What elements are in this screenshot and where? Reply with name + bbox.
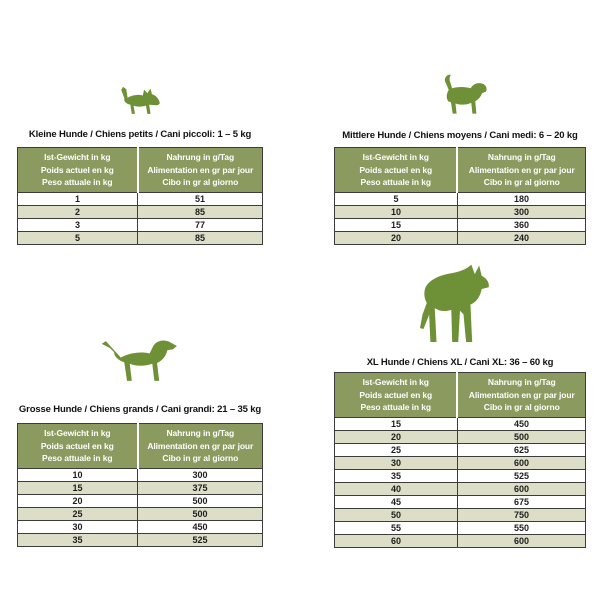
- table-title-xl-dogs: XL Hunde / Chiens XL / Cani XL: 36 – 60 kg: [366, 357, 554, 368]
- food-amount-cell: 180: [457, 192, 585, 205]
- header-line-it: Cibo in gr al giorno: [483, 402, 560, 412]
- weight-cell: 25: [335, 443, 458, 456]
- medium-dog-icon: [334, 73, 586, 117]
- weight-cell: 1: [18, 192, 138, 205]
- header-line-fr: Poids actuel en kg: [359, 164, 433, 175]
- header-row: [18, 148, 263, 193]
- food-column-header: [138, 148, 263, 193]
- food-amount-cell: 600: [457, 456, 585, 469]
- weight-column-header: [18, 424, 138, 469]
- feeding-table-medium-dogs: [334, 147, 586, 245]
- table-row: [335, 456, 586, 469]
- table-row: [335, 205, 586, 218]
- weight-cell: 35: [18, 533, 138, 546]
- food-column-header: [138, 424, 263, 469]
- table-row: [335, 521, 586, 534]
- header-line-it: Peso attuale in kg: [360, 177, 431, 187]
- food-column-header: [457, 373, 585, 418]
- food-amount-cell: 375: [138, 481, 263, 494]
- table-row: [335, 469, 586, 482]
- table-row: [18, 533, 263, 546]
- header-line-de: Ist-Gewicht in kg: [362, 152, 429, 162]
- table-row: [18, 218, 263, 231]
- weight-cell: 15: [335, 218, 458, 231]
- large-dog-icon: [17, 331, 263, 388]
- table-row: [18, 494, 263, 507]
- header-row: [335, 148, 586, 193]
- feeding-table-large-dogs: [17, 423, 263, 547]
- weight-cell: 3: [18, 218, 138, 231]
- weight-cell: 55: [335, 521, 458, 534]
- weight-cell: 30: [18, 520, 138, 533]
- weight-cell: 60: [335, 534, 458, 547]
- food-amount-cell: 450: [138, 520, 263, 533]
- header-line-fr: Alimentation en gr par jour: [468, 164, 575, 175]
- header-line-fr: Poids actuel en kg: [40, 440, 114, 451]
- medium-dog-icon: [430, 73, 490, 117]
- xl-dog-icon: [416, 262, 504, 349]
- weight-cell: 50: [335, 508, 458, 521]
- weight-cell: 15: [335, 417, 458, 430]
- header-line-it: Peso attuale in kg: [42, 177, 113, 187]
- table-row: [335, 495, 586, 508]
- header-line-de: Nahrung in g/Tag: [487, 152, 556, 162]
- section-large-dogs: [17, 331, 263, 547]
- table-row: [335, 417, 586, 430]
- food-amount-cell: 550: [457, 521, 585, 534]
- feeding-table-xl-dogs: [334, 372, 586, 548]
- table-row: [335, 218, 586, 231]
- table-row: [18, 507, 263, 520]
- header-line-fr: Alimentation en gr par jour: [147, 164, 254, 175]
- weight-cell: 10: [335, 205, 458, 218]
- xl-dog-icon: [334, 262, 586, 349]
- header-line-it: Peso attuale in kg: [360, 402, 431, 412]
- weight-cell: 25: [18, 507, 138, 520]
- food-amount-cell: 51: [138, 192, 263, 205]
- food-amount-cell: 675: [457, 495, 585, 508]
- header-line-de: Ist-Gewicht in kg: [44, 152, 111, 162]
- weight-cell: 15: [18, 481, 138, 494]
- header-line-de: Ist-Gewicht in kg: [362, 377, 429, 387]
- header-row: [18, 424, 263, 469]
- food-amount-cell: 750: [457, 508, 585, 521]
- small-dog-icon: [117, 85, 163, 118]
- section-xl-dogs: [334, 262, 586, 548]
- header-line-de: Nahrung in g/Tag: [166, 428, 235, 438]
- food-amount-cell: 500: [457, 430, 585, 443]
- weight-cell: 20: [335, 430, 458, 443]
- weight-cell: 5: [18, 231, 138, 244]
- food-amount-cell: 600: [457, 534, 585, 547]
- feeding-table-small-dogs: [17, 147, 263, 245]
- header-row: [335, 373, 586, 418]
- small-dog-icon: [17, 84, 263, 118]
- food-amount-cell: 525: [138, 533, 263, 546]
- weight-cell: 35: [335, 469, 458, 482]
- table-row: [18, 468, 263, 481]
- food-amount-cell: 625: [457, 443, 585, 456]
- table-row: [18, 520, 263, 533]
- table-row: [335, 534, 586, 547]
- header-line-fr: Alimentation en gr par jour: [468, 389, 575, 400]
- weight-cell: 5: [335, 192, 458, 205]
- header-line-fr: Alimentation en gr par jour: [147, 440, 254, 451]
- header-line-de: Ist-Gewicht in kg: [44, 428, 111, 438]
- large-dog-icon: [99, 334, 181, 388]
- table-title-small-dogs: Kleine Hunde / Chiens petits / Cani piccoli: 1 – 5 kg: [28, 129, 252, 140]
- food-amount-cell: 240: [457, 231, 585, 244]
- food-column-header: [457, 148, 585, 193]
- weight-cell: 2: [18, 205, 138, 218]
- table-row: [18, 205, 263, 218]
- weight-column-header: [335, 373, 458, 418]
- section-medium-dogs: [334, 73, 586, 245]
- food-amount-cell: 600: [457, 482, 585, 495]
- food-amount-cell: 85: [138, 231, 263, 244]
- weight-cell: 40: [335, 482, 458, 495]
- header-line-de: Nahrung in g/Tag: [487, 377, 556, 387]
- header-line-fr: Poids actuel en kg: [40, 164, 114, 175]
- food-amount-cell: 77: [138, 218, 263, 231]
- food-amount-cell: 450: [457, 417, 585, 430]
- weight-column-header: [18, 148, 138, 193]
- food-amount-cell: 500: [138, 507, 263, 520]
- weight-cell: 30: [335, 456, 458, 469]
- food-amount-cell: 360: [457, 218, 585, 231]
- header-line-fr: Poids actuel en kg: [359, 389, 433, 400]
- food-amount-cell: 85: [138, 205, 263, 218]
- header-line-de: Nahrung in g/Tag: [166, 152, 235, 162]
- weight-cell: 20: [335, 231, 458, 244]
- food-amount-cell: 300: [138, 468, 263, 481]
- header-line-it: Cibo in gr al giorno: [162, 177, 239, 187]
- weight-cell: 45: [335, 495, 458, 508]
- header-line-it: Peso attuale in kg: [42, 453, 113, 463]
- weight-cell: 10: [18, 468, 138, 481]
- section-small-dogs: [17, 84, 263, 245]
- food-amount-cell: 300: [457, 205, 585, 218]
- table-row: [18, 481, 263, 494]
- table-row: [18, 192, 263, 205]
- table-row: [335, 443, 586, 456]
- header-line-it: Cibo in gr al giorno: [162, 453, 239, 463]
- food-amount-cell: 525: [457, 469, 585, 482]
- table-row: [335, 508, 586, 521]
- table-row: [18, 231, 263, 244]
- header-line-it: Cibo in gr al giorno: [483, 177, 560, 187]
- table-row: [335, 430, 586, 443]
- food-amount-cell: 500: [138, 494, 263, 507]
- table-title-large-dogs: Grosse Hunde / Chiens grands / Cani grandi: 21 – 35 kg: [18, 404, 262, 415]
- table-row: [335, 192, 586, 205]
- weight-cell: 20: [18, 494, 138, 507]
- weight-column-header: [335, 148, 458, 193]
- table-row: [335, 231, 586, 244]
- table-title-medium-dogs: Mittlere Hunde / Chiens moyens / Cani medi: 6 – 20 kg: [342, 130, 578, 141]
- table-row: [335, 482, 586, 495]
